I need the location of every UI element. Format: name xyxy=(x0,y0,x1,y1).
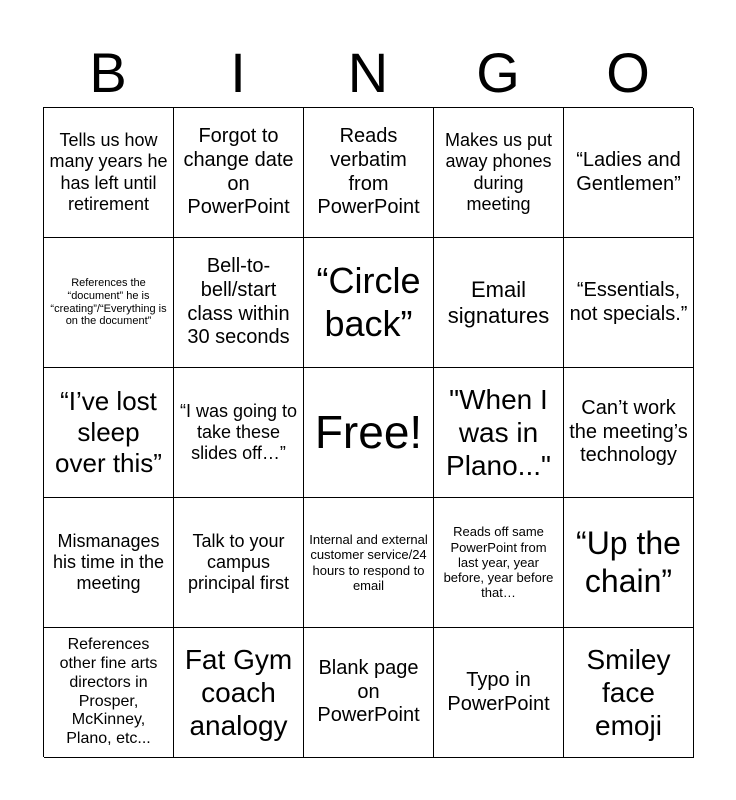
cell-text: Internal and external customer service/24 hours to respond to email xyxy=(309,531,428,593)
bingo-cell-r2-c4[interactable] xyxy=(564,368,694,498)
cell-text: Blank page on PowerPoint xyxy=(317,657,420,727)
bingo-cell-r2-c0[interactable] xyxy=(44,368,174,498)
cell-text: Reads verbatim from PowerPoint xyxy=(317,125,420,219)
bingo-cell-r2-c2[interactable] xyxy=(304,368,434,498)
cell-text: Forgot to change date on PowerPoint xyxy=(183,125,294,219)
bingo-cell-r3-c0[interactable] xyxy=(44,498,174,628)
cell-text: “I was going to take these slides off…” xyxy=(179,400,298,464)
bingo-cell-r1-c0[interactable] xyxy=(44,238,174,368)
header-letter-b: B xyxy=(89,41,127,104)
cell-text: Tells us how many years he has left until retirement xyxy=(49,130,168,214)
bingo-grid xyxy=(43,107,693,757)
cell-text: “Essentials, not specials.” xyxy=(569,278,688,325)
bingo-cell-r4-c0[interactable] xyxy=(44,628,174,758)
bingo-cell-r4-c2[interactable] xyxy=(304,628,434,758)
cell-text: Mismanages his time in the meeting xyxy=(52,530,165,594)
bingo-cell-r1-c2[interactable] xyxy=(304,238,434,368)
free-space: Free! xyxy=(314,406,423,459)
bingo-cell-r2-c1[interactable] xyxy=(174,368,304,498)
bingo-cell-r0-c0[interactable] xyxy=(44,108,174,238)
cell-text: “Circle back” xyxy=(316,260,421,344)
header-letter-i: I xyxy=(230,41,246,104)
bingo-cell-r4-c3[interactable] xyxy=(434,628,564,758)
cell-text: "When I was in Plano..." xyxy=(446,383,551,482)
cell-text: Makes us put away phones during meeting xyxy=(444,130,553,214)
cell-text: Bell-to-bell/start class within 30 seconds xyxy=(187,255,290,349)
bingo-cell-r0-c4[interactable] xyxy=(564,108,694,238)
bingo-cell-r4-c1[interactable] xyxy=(174,628,304,758)
cell-text: Can’t work the meeting’s technology xyxy=(569,397,688,467)
bingo-cell-r1-c4[interactable] xyxy=(564,238,694,368)
cell-text: Email signatures xyxy=(447,276,550,328)
bingo-cell-r3-c3[interactable] xyxy=(434,498,564,628)
cell-text: Typo in PowerPoint xyxy=(447,668,550,715)
bingo-cell-r3-c1[interactable] xyxy=(174,498,304,628)
bingo-cell-r1-c3[interactable] xyxy=(434,238,564,368)
header-letter-g: G xyxy=(476,41,520,104)
bingo-cell-r2-c3[interactable] xyxy=(434,368,564,498)
cell-text: Smiley face emoji xyxy=(586,643,671,742)
header-letter-n: N xyxy=(347,41,389,104)
bingo-cell-r1-c1[interactable] xyxy=(174,238,304,368)
bingo-cell-r0-c1[interactable] xyxy=(174,108,304,238)
bingo-cell-r3-c2[interactable] xyxy=(304,498,434,628)
cell-text: “I’ve lost sleep over this” xyxy=(55,386,162,478)
cell-text: “Ladies and Gentlemen” xyxy=(576,148,681,195)
bingo-cell-r0-c3[interactable] xyxy=(434,108,564,238)
bingo-header xyxy=(43,38,693,108)
cell-text: References other fine arts directors in Prosper, McKinney, Plano, etc... xyxy=(59,635,158,748)
cell-text: Talk to your campus principal first xyxy=(187,530,290,594)
bingo-cell-r4-c4[interactable] xyxy=(564,628,694,758)
bingo-cell-r0-c2[interactable] xyxy=(304,108,434,238)
cell-text: References the “document” he is “creating”/“Everything is on the document” xyxy=(50,276,167,328)
header-letter-o: O xyxy=(606,41,650,104)
bingo-cell-r3-c4[interactable] xyxy=(564,498,694,628)
cell-text: Fat Gym coach analogy xyxy=(184,643,293,742)
cell-text: Reads off same PowerPoint from last year, year before, year before that… xyxy=(443,524,554,601)
cell-text: “Up the chain” xyxy=(576,524,681,599)
